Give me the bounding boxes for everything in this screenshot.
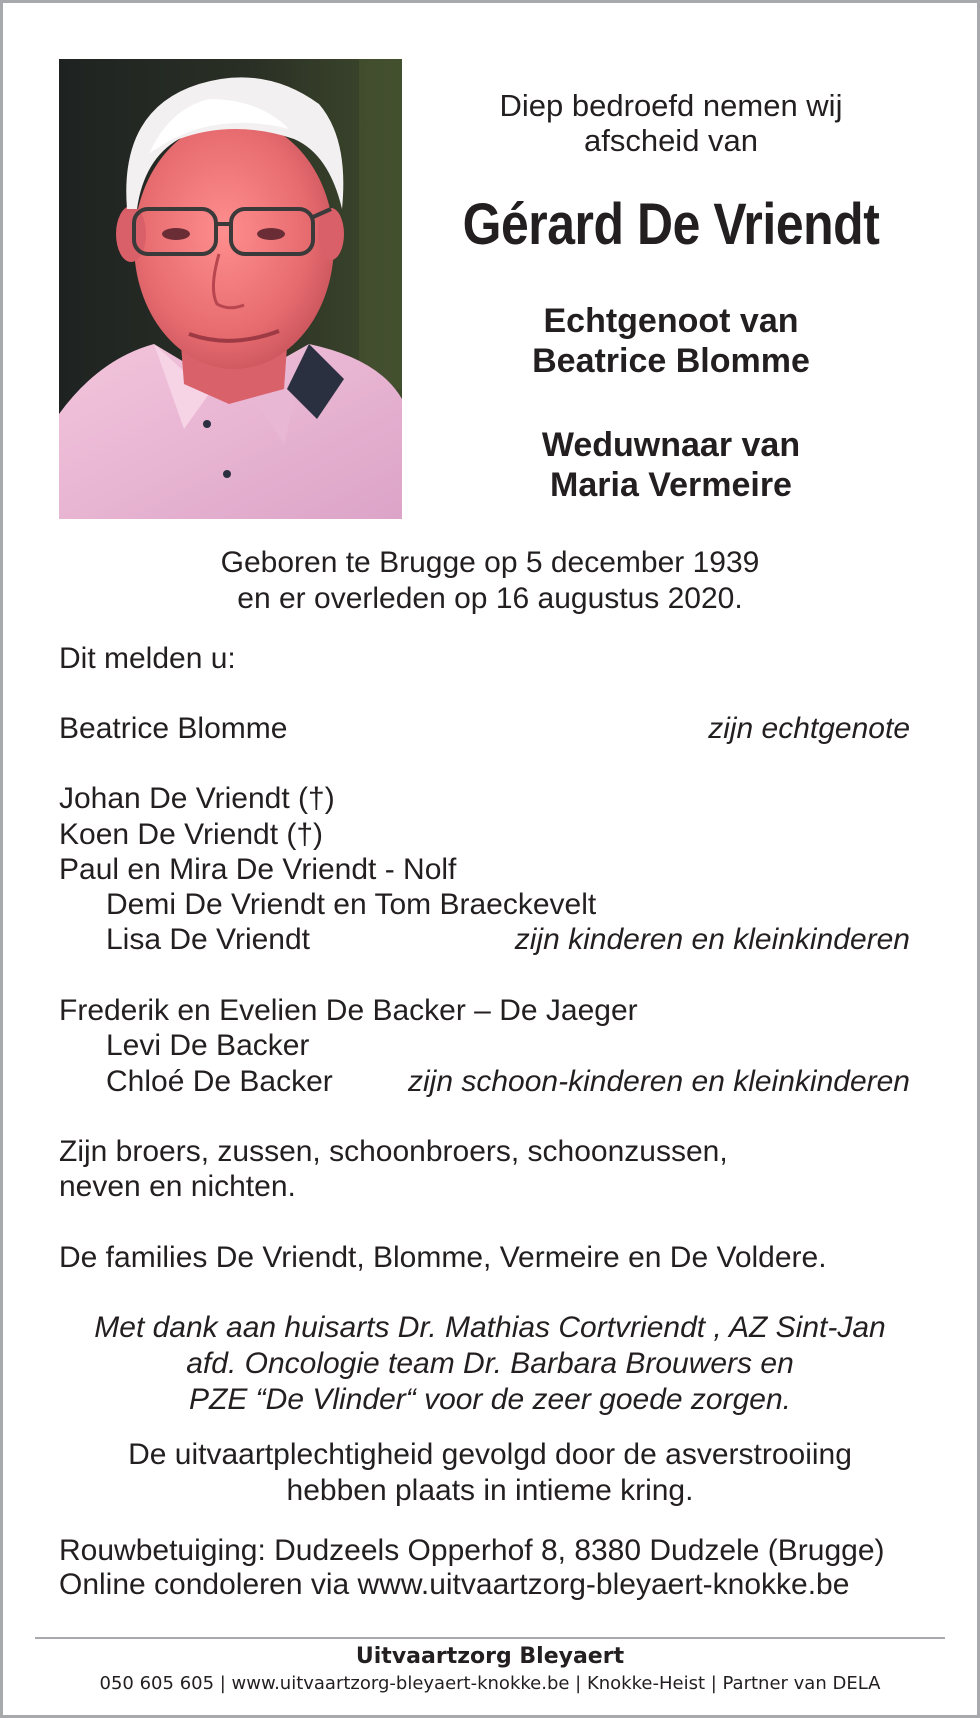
grandchild-row [59, 1028, 910, 1064]
grandchild-name: Demi De Vriendt en Tom Braeckevelt [106, 888, 597, 921]
birth-line: Geboren te Brugge op 5 december 1939 [220, 546, 760, 579]
child-row: Koen De Vriendt (†) [59, 818, 324, 851]
thanks-text [59, 1310, 921, 1418]
ceremony-line: De uitvaartplechtigheid gevolgd door de asverstrooiing [128, 1438, 852, 1471]
condolence-online-link[interactable]: Online condoleren via www.uitvaartzorg-bleyaert-knokke.be [59, 1568, 850, 1601]
intro-line: Diep bedroefd nemen wij [499, 88, 843, 123]
child-row: Paul en Mira De Vriendt - Nolf [59, 853, 457, 886]
families-line: De families De Vriendt, Blomme, Vermeire en De Voldere. [59, 1241, 827, 1274]
intro-line: afscheid van [583, 123, 759, 158]
spouse-name: Beatrice Blomme [59, 712, 288, 745]
relation-label: Weduwnaar van [541, 426, 801, 464]
condolence-address: Rouwbetuiging: Dudzeels Opperhof 8, 8380 Dudzele (Brugge) [59, 1534, 885, 1567]
footer-divider [35, 1637, 945, 1639]
thanks-line: PZE “De Vlinder“ voor de zeer goede zorgen. [189, 1383, 791, 1416]
spouse-role: zijn echtgenote [708, 712, 910, 745]
child-row: Johan De Vriendt (†) [59, 782, 335, 815]
ceremony-line: hebben plaats in intieme kring. [286, 1474, 694, 1507]
deceased-name: Gérard De Vriendt [462, 192, 880, 257]
grandchild-row [59, 922, 910, 958]
spouse-row [59, 711, 910, 747]
funeral-home-name: Uitvaartzorg Bleyaert [355, 1644, 625, 1669]
death-line: en er overleden op 16 augustus 2020. [237, 582, 743, 615]
grandchild-row [59, 1064, 910, 1100]
grandchild-name: Lisa De Vriendt [106, 923, 310, 956]
inlaw-row: Frederik en Evelien De Backer – De Jaeger [59, 994, 638, 1027]
announce-text: Dit melden u: [59, 642, 236, 675]
relation-spouse [420, 301, 922, 381]
inlaws-role: zijn schoon-kinderen en kleinkinderen [408, 1065, 910, 1098]
siblings-line: neven en nichten. [59, 1170, 296, 1203]
grandchild-name: Chloé De Backer [106, 1065, 333, 1098]
portrait-photo [59, 59, 402, 519]
relation-name: Beatrice Blomme [532, 342, 810, 380]
siblings-line: Zijn broers, zussen, schoonbroers, schoonzussen, [59, 1135, 728, 1168]
children-role: zijn kinderen en kleinkinderen [514, 923, 910, 956]
funeral-home-contact: 050 605 605 | www.uitvaartzorg-bleyaert-knokke.be | Knokke-Heist | Partner van DELA [99, 1673, 881, 1694]
relation-name: Maria Vermeire [550, 466, 792, 504]
thanks-line: Met dank aan huisarts Dr. Mathias Cortvriendt , AZ Sint-Jan [94, 1311, 886, 1344]
intro-text [420, 88, 922, 158]
relation-widower [420, 425, 922, 505]
grandchild-row [59, 887, 910, 923]
grandchild-name: Levi De Backer [106, 1029, 310, 1062]
thanks-line: afd. Oncologie team Dr. Barbara Brouwers en [186, 1347, 794, 1380]
ceremony-text [59, 1437, 921, 1509]
relation-label: Echtgenoot van [543, 302, 799, 340]
birth-death-info [59, 545, 921, 617]
